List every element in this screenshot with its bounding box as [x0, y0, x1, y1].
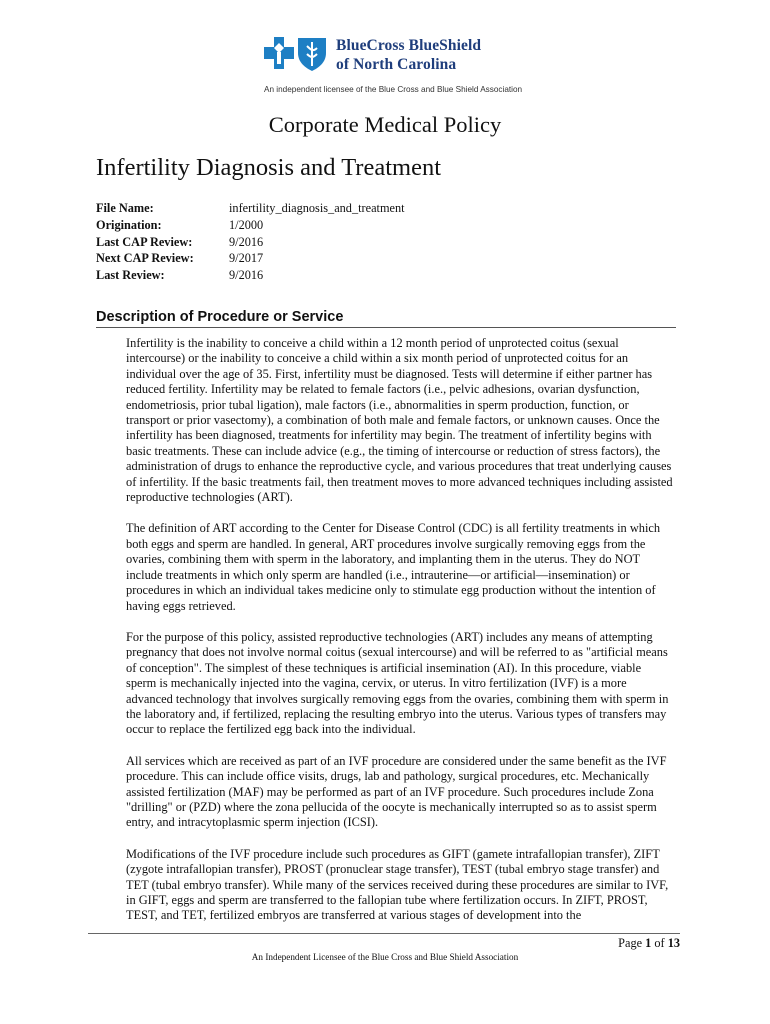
section-body [126, 336, 674, 940]
brand-name [336, 36, 481, 74]
meta-label: Last Review: [96, 267, 165, 282]
body-paragraph: All services which are received as part of an IVF procedure are considered under the same benefit as the IVF procedure. This can include office visits, drugs, lab and pathology, surgical procedures, etc. Mechanically assisted fertilization (MAF) may be performed as part of an IVF procedure. Such procedures include Zona "drilling" or (PZD) where the zona pellucida of the oocyte is mechanically interrupted so as to assist sperm entry, and intracytoplasmic sperm injection (ICSI). [126, 753, 667, 830]
page-current: 1 [645, 936, 652, 950]
meta-value: 9/2017 [229, 251, 264, 265]
footer-text: An Independent Licensee of the Blue Cross and Blue Shield Association [251, 952, 519, 962]
page-prefix: Page [618, 936, 646, 950]
meta-value: infertility_diagnosis_and_treatment [229, 201, 405, 215]
footer-divider [88, 933, 680, 934]
body-paragraph: For the purpose of this policy, assisted reproductive technologies (ART) includes any means of attempting pregnancy that does not involve normal coitus (sexual intercourse) and will be referred to as "artificial means of conception". The simplest of these techniques is artificial insemination (AI). In this procedure, viable sperm is mechanically injected into the vagina, cervix, or uterus. In vitro fertilization (IVF) is a more advanced technology that involves surgically removing eggs from the ovaries, combining them with sperm in the laboratory and, if fertilized, replacing the resulting embryo into the uterus. Various types of transfers may occur to replace the fertilized egg back into the individual. [126, 629, 669, 737]
page-number [618, 936, 680, 951]
logo-tagline: An independent licensee of the Blue Cross and Blue Shield Association [264, 85, 523, 94]
meta-label: Next CAP Review: [96, 251, 194, 265]
brand-line-1: BlueCross BlueShield [336, 37, 482, 54]
document-title: Infertility Diagnosis and Treatment [96, 154, 441, 181]
meta-label: Origination: [96, 218, 162, 232]
brand-line-2: of North Carolina [336, 56, 457, 73]
body-paragraph: Modifications of the IVF procedure include such procedures as GIFT (gamete intrafallopian transfer), ZIFT (zygote intrafallopian transfer), PROST (pronuclear stage transfer), TEST (tubal embryo stage transfer) and TET (tubal embryo transfer). While many of the services received during these procedures are similar to IVF, in GIFT, eggs and sperm are transferred to the fallopian tube where fertilization occurs. In ZIFT, PROST, TEST, and TET, fertilized embryos are transferred at various stages of development into the [126, 846, 669, 923]
page-total: 13 [667, 936, 680, 950]
meta-value: 9/2016 [229, 267, 264, 282]
page-of: of [651, 936, 668, 950]
meta-value: 9/2016 [229, 234, 264, 249]
meta-label: Last CAP Review: [96, 234, 193, 249]
blue-cross-icon [264, 37, 294, 69]
policy-title: Corporate Medical Policy [268, 112, 502, 137]
body-paragraph: The definition of ART according to the Center for Disease Control (CDC) is all fertility treatments in which both eggs and sperm are handled. In general, ART procedures involve surgically removing eggs from the ovaries, combining them with sperm in the laboratory, and implanting them in the uterus. They do NOT include treatments in which only sperm are handled (i.e., intrauterine—or artificial—insemination) or procedures in which an individual takes medicine only to stimulate egg production without the intention of having eggs retrieved. [126, 521, 661, 613]
meta-value: 1/2000 [229, 218, 264, 232]
bcbs-logo [264, 36, 524, 98]
blue-shield-icon [296, 36, 328, 72]
section-heading: Description of Procedure or Service [96, 309, 676, 328]
meta-label: File Name: [96, 201, 154, 215]
body-paragraph: Infertility is the inability to conceive a child within a 12 month period of unprotected coitus (sexual intercourse) or the inability to conceive a child within a six month period of unprotected coitus for an individual over the age of 35. First, infertility must be diagnosed. Tests will determine if either partner has reduced fertility. Infertility may be related to female factors (i.e., pelvic adhesions, ovarian dysfunction, endometriosis, prior tubal ligation), male factors (i.e., abnormalities in sperm production, function, or transport or prior vasectomy), a combination of both male and female factors, or unknown causes. Once the infertility has been diagnosed, treatments for infertility may begin. The treatment of infertility begins with basic treatments. These can include advice (e.g., the timing of intercourse or reduction of stress factors), the administration of drugs to enhance the reproductive cycle, and various procedures that treat underlying causes of infertility. If the basic treatments fail, then treatment moves to more advanced techniques including assisted reproductive technologies (ART). [126, 336, 673, 505]
